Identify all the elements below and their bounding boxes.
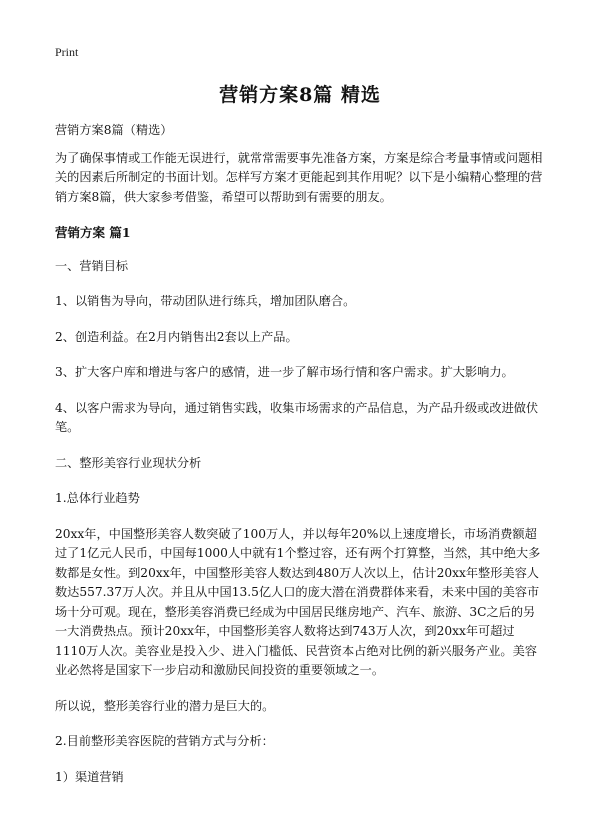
- print-link[interactable]: Print: [55, 45, 79, 59]
- part1-title: 一、营销目标: [55, 258, 129, 273]
- section-heading: 营销方案 篇1: [55, 225, 131, 240]
- intro-paragraph: 为了确保事情或工作能无误进行，就常常需要事先准备方案，方案是综合考量事情或问题相关的因素后所制定的书面计划。怎样写方案才更能起到其作用呢？以下是小编精心整理的营销方案8篇，供大家参考借鉴，希望可以帮助到有需要的朋友。: [55, 150, 543, 204]
- goal-item-4: 4、以客户需求为导向，通过销售实践，收集市场需求的产品信息，为产品升级或改进做伏笔。: [55, 400, 539, 434]
- conclusion-paragraph: 所以说，整形美容行业的潜力是巨大的。: [55, 698, 275, 713]
- goal-item-3: 3、扩大客户库和增进与客户的感情，进一步了解市场行情和客户需求。扩大影响力。: [55, 365, 514, 379]
- page-title: 营销方案8篇 精选: [219, 84, 381, 106]
- goal-item-1: 1、以销售为导向，带动团队进行练兵，增加团队磨合。: [55, 294, 356, 308]
- part2-title: 二、整形美容行业现状分析: [55, 455, 202, 470]
- sub1-title: 1.总体行业趋势: [55, 491, 140, 505]
- sub2-item-1: 1）渠道营销: [55, 769, 124, 784]
- document-body: [55, 121, 545, 803]
- goal-item-2: 2、创造利益。在2月内销售出2套以上产品。: [55, 329, 298, 344]
- industry-trend-paragraph: 20xx年，中国整形美容人数突破了100万人，并以每年20%以上速度增长，市场消费额超过了1亿元人民币，中国每1000人中就有1个整过容，还有两个打算整，当然，其中绝大多数都是女性。到20xx年，中国整形美容人数达到480万人次以上，估计20xx年整形美容人数达557.37万人次。并且从中国13.5亿人口的庞大潜在消费群体来看，未来中国的美容市场十分可观。现在，整形美容消费已经成为中国居民继房地产、汽车、旅游、3C之后的另一大消费热点。预计20xx年，中国整形美容人数将达到743万人次，到20xx年可超过1110万人次。美容业是投入少、进入门槛低、民营资本占绝对比例的新兴服务产业。美容业必然将是国家下一步启动和激励民间投资的重要领域之一。: [55, 526, 541, 677]
- subtitle: 营销方案8篇（精选）: [55, 123, 173, 137]
- sub2-title: 2.目前整形美容医院的营销方式与分析：: [55, 734, 274, 748]
